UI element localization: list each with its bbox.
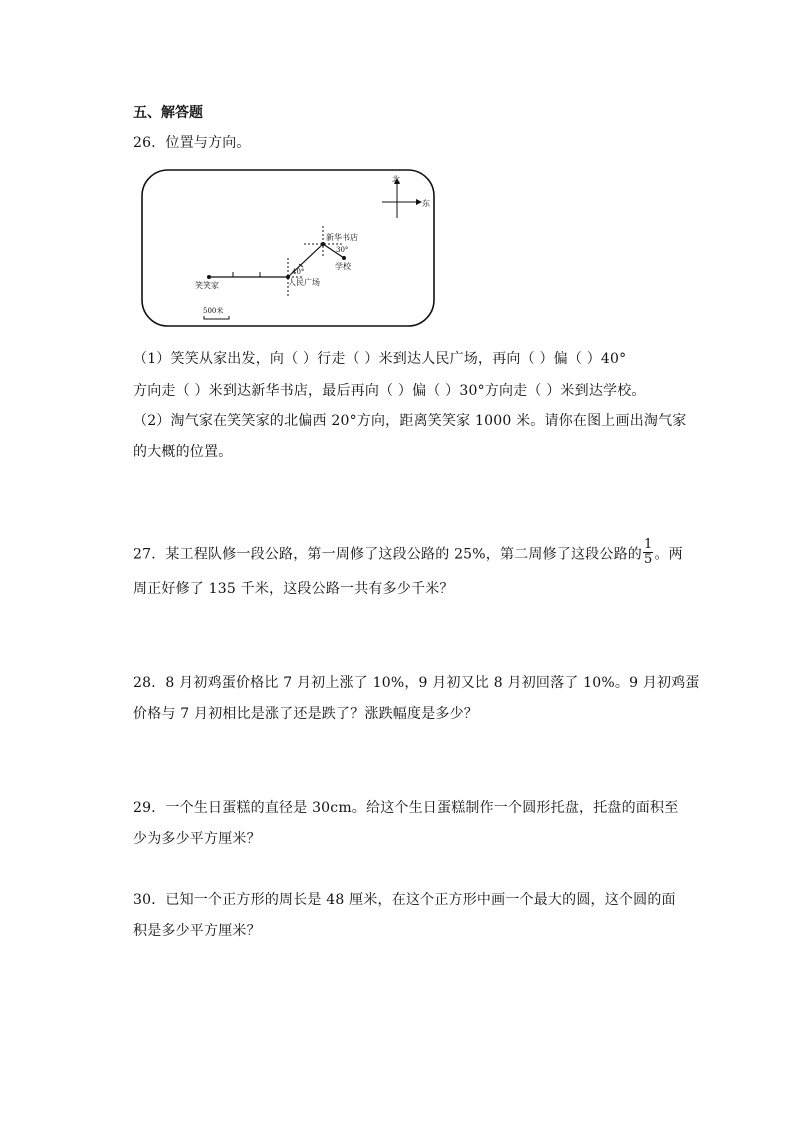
bookstore-label: 新华书店	[326, 233, 358, 242]
q27-line1-before: 27．某工程队修一段公路，第一周修了这段公路的 25%，第二周修了这段公路的	[133, 546, 642, 563]
compass-north-label: 北	[392, 175, 400, 184]
fraction-one-fifth	[643, 538, 653, 567]
direction-map	[140, 168, 436, 328]
q27-line1-after: 。两	[654, 546, 683, 563]
q27-line1	[133, 537, 683, 569]
angle-30-label: 30°	[336, 246, 349, 254]
q26-part1-line1: （1）笑笑从家出发，向（ ）行走（ ）米到达人民广场，再向（ ）偏（ ）40°	[133, 351, 627, 367]
q29-line1: 29．一个生日蛋糕的直径是 30cm。给这个生日蛋糕制作一个圆形托盘，托盘的面积至	[133, 800, 679, 816]
scale-bar	[204, 316, 229, 319]
q30-line1: 30．已知一个正方形的周长是 48 厘米，在这个正方形中画一个最大的圆，这个圆的面	[133, 892, 676, 908]
q26-part1-line2: 方向走（ ）米到达新华书店，最后再向（ ）偏（ ）30°方向走（ ）米到达学校。	[133, 383, 646, 399]
q30-line2: 积是多少平方厘米？	[133, 923, 261, 939]
map-frame	[142, 170, 434, 326]
q26-part2-line1: （2）淘气家在笑笑家的北偏西 20°方向，距离笑笑家 1000 米。请你在图上画出淘气家	[133, 413, 687, 429]
question-26-title: 26．位置与方向。	[133, 135, 251, 151]
home-label: 笑笑家	[195, 281, 219, 290]
q28-line2: 价格与 7 月初相比是涨了还是跌了？涨跌幅度是多少？	[133, 706, 479, 722]
q29-line2: 少为多少平方厘米？	[133, 831, 261, 847]
school-point	[342, 256, 346, 260]
school-label: 学校	[335, 262, 351, 271]
compass-east-label: 东	[422, 199, 430, 208]
section-title: 五、解答题	[133, 105, 203, 121]
angle-40-label: 40°	[292, 268, 305, 276]
q27-line2: 周正好修了 135 千米，这段公路一共有多少千米？	[133, 581, 454, 597]
q26-part2-line2: 的大概的位置。	[133, 444, 233, 460]
fraction-denominator: 5	[643, 552, 653, 567]
scale-label: 500米	[203, 307, 224, 315]
home-point	[207, 275, 211, 279]
square-label: 人民广场	[288, 278, 320, 287]
q28-line1: 28．8 月初鸡蛋价格比 7 月初上涨了 10%，9 月初又比 8 月初回落了 10%。9 月初鸡蛋	[133, 675, 700, 691]
fraction-numerator: 1	[643, 537, 653, 552]
